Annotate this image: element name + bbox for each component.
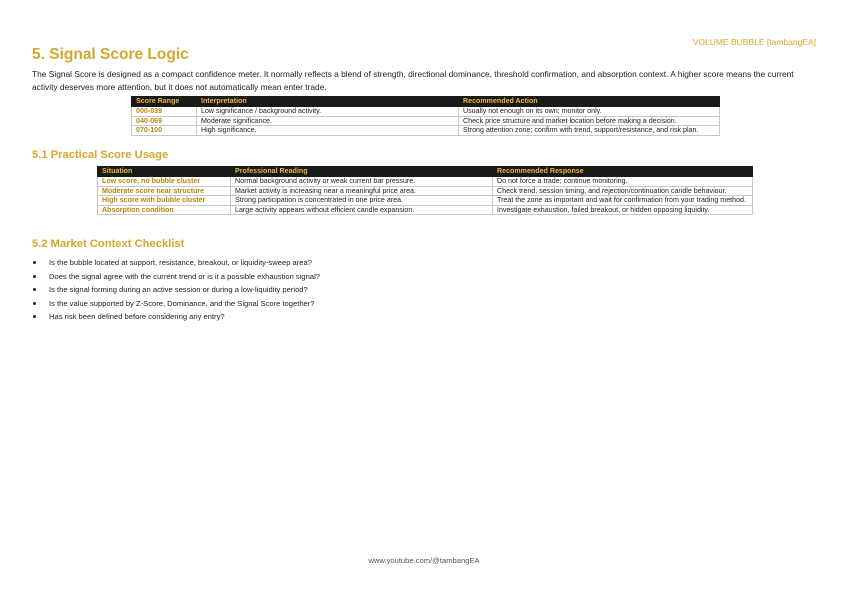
action-cell: Strong attention zone; confirm with trend, support/resistance, and risk plan. [459,126,720,136]
table-row [98,186,753,196]
reading-cell: Market activity is increasing near a meaningful price area. [231,186,493,196]
situation-cell: High score with bubble cluster [98,196,231,206]
score-range-cell: 040-069 [132,116,197,126]
score-range-cell: 000-039 [132,107,197,117]
section-title: 5. Signal Score Logic [32,46,189,63]
brand-header: VOLUME BUBBLE [tambangEA] [692,37,816,47]
market-context-checklist [32,256,320,324]
score-range-cell: 070-100 [132,126,197,136]
response-cell: Do not force a trade; continue monitoring. [493,177,753,187]
column-header: Situation [98,167,231,177]
action-cell: Check price structure and market location before making a decision. [459,116,720,126]
table-row [98,177,753,187]
reading-cell: Strong participation is concentrated in one price area. [231,196,493,206]
situation-cell: Moderate score near structure [98,186,231,196]
table-header-row [98,167,753,177]
score-range-table [131,96,720,136]
interpretation-cell: Low significance / background activity. [197,107,459,117]
list-item: Is the value supported by Z-Score, Dominance, and the Signal Score together? [32,297,320,311]
list-item: Does the signal agree with the current trend or is it a possible exhaustion signal? [32,270,320,284]
list-item: Is the bubble located at support, resistance, breakout, or liquidity-sweep area? [32,256,320,270]
intro-paragraph: The Signal Score is designed as a compact confidence meter. It normally reflects a blend of strength, directional dominance, threshold confirmation, and absorption context. A higher score means the current activity deserves more attention, but it does not automatically mean enter trade. [32,69,794,92]
interpretation-cell: High significance. [197,126,459,136]
response-cell: Investigate exhaustion, failed breakout, or hidden opposing liquidity. [493,205,753,215]
practical-usage-table [97,166,753,215]
column-header: Score Range [132,97,197,107]
situation-cell: Absorption condition [98,205,231,215]
subsection-title-checklist: 5.2 Market Context Checklist [32,238,185,250]
table-row [98,196,753,206]
interpretation-cell: Moderate significance. [197,116,459,126]
table-row [132,107,720,117]
table-row [132,126,720,136]
column-header: Recommended Action [459,97,720,107]
response-cell: Check trend, session timing, and rejection/continuation candle behaviour. [493,186,753,196]
response-cell: Treat the zone as important and wait for confirmation from your trading method. [493,196,753,206]
column-header: Professional Reading [231,167,493,177]
action-cell: Usually not enough on its own; monitor only. [459,107,720,117]
reading-cell: Normal background activity or weak current bar pressure. [231,177,493,187]
list-item: Is the signal forming during an active session or during a low-liquidity period? [32,283,320,297]
table-row [132,116,720,126]
column-header: Interpretation [197,97,459,107]
reading-cell: Large activity appears without efficient candle expansion. [231,205,493,215]
table-row [98,205,753,215]
footer-link[interactable]: www.youtube.com/@tambangEA [368,556,480,565]
situation-cell: Low score, no bubble cluster [98,177,231,187]
list-item: Has risk been defined before considering any entry? [32,310,320,324]
subsection-title-usage: 5.1 Practical Score Usage [32,149,169,161]
table-header-row [132,97,720,107]
column-header: Recommended Response [493,167,753,177]
